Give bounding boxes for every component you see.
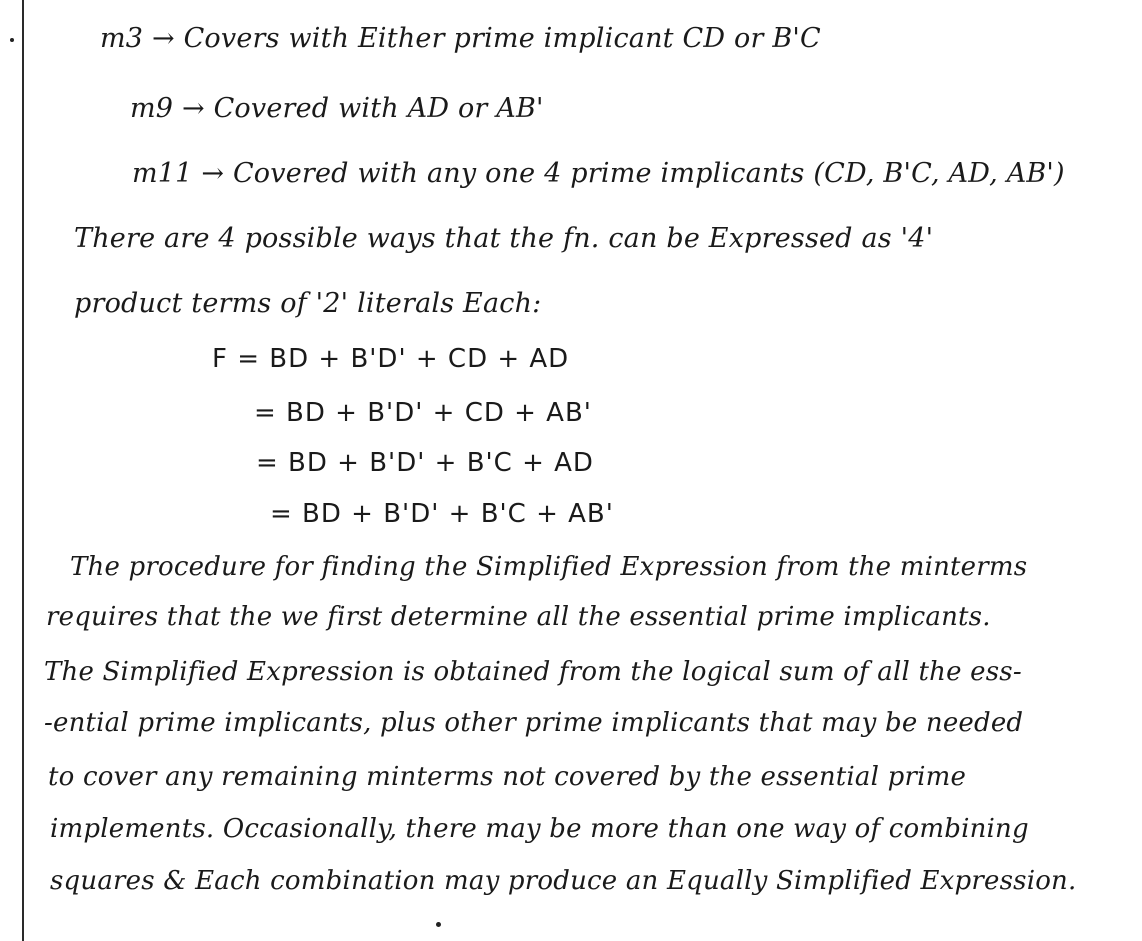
paragraph-line-2: requires that the we first determine all the essential prime implicants. bbox=[46, 602, 991, 632]
page-dot bbox=[436, 922, 441, 927]
margin-dot bbox=[10, 38, 14, 42]
note-line-m3: m3 → Covers with Either prime implicant CD or B'C bbox=[100, 23, 821, 54]
note-line-product-terms: product terms of '2' literals Each: bbox=[74, 288, 542, 319]
equation-3: = BD + B'D' + B'C + AD bbox=[256, 448, 594, 478]
paragraph-line-5: to cover any remaining minterms not covered by the essential prime bbox=[48, 762, 967, 792]
paragraph-line-6: implements. Occasionally, there may be more than one way of combining bbox=[50, 814, 1029, 844]
equation-2: = BD + B'D' + CD + AB' bbox=[254, 398, 592, 428]
paragraph-line-7: squares & Each combination may produce an Equally Simplified Expression. bbox=[50, 866, 1077, 896]
note-line-m11: m11 → Covered with any one 4 prime implicants (CD, B'C, AD, AB') bbox=[132, 158, 1065, 189]
note-line-ways: There are 4 possible ways that the fn. can be Expressed as '4' bbox=[74, 223, 934, 254]
equation-4: = BD + B'D' + B'C + AB' bbox=[270, 499, 614, 529]
page-margin-line bbox=[22, 0, 24, 941]
paragraph-line-3: The Simplified Expression is obtained from the logical sum of all the ess- bbox=[44, 657, 1022, 687]
equation-1: F = BD + B'D' + CD + AD bbox=[212, 344, 570, 374]
paragraph-line-1: The procedure for finding the Simplified Expression from the minterms bbox=[70, 552, 1028, 582]
note-line-m9: m9 → Covered with AD or AB' bbox=[130, 93, 544, 124]
paragraph-line-4: -ential prime implicants, plus other prime implicants that may be needed bbox=[44, 708, 1024, 738]
